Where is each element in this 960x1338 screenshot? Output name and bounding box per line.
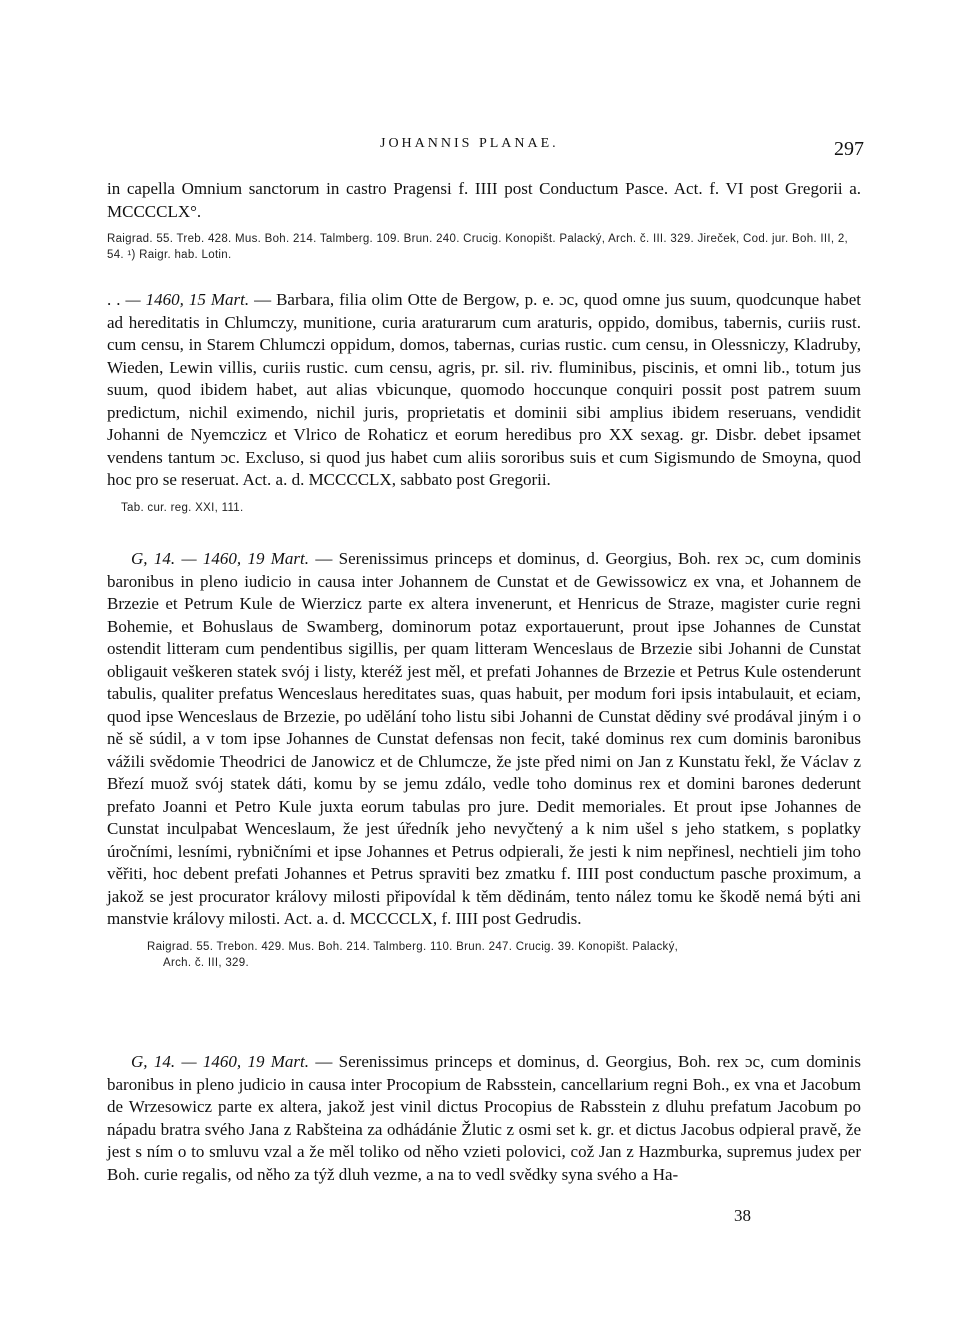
entry-2-body: — Serenissimus princeps et dominus, d. Georgius, Boh. rex ɔc, cum dominis baronibus in pleno iudicio in causa inter Johannem de Cunstat et de Gewissowicz ex vna, et Johannem de Brzezie et Petrum Kule de Wierzicz parte ex altera invenerunt, et Henricus de Straze, magister curie regni Bohemie, et Bohuslaus de Swamberg, dominorum potaz exportauerunt, prout ipse Johannes de Cunstat ostendit litteram cum pendentibus sigillis, per quam litteram Wenceslaus de Brzezie sibi Johanni de Cunstat obligauit veškeren statek svój i listy, kteréž jest měl, et prefati Johannes de Brzezie et Petrus Kule ostenderunt tabulis, qualiter prefatus Wenceslaus hereditates suas, quas habuit, per modum fori ipsis intabulauit, et eciam, quod ipse Wenceslaus de Brzezie, po udělání toho listu sibi Johanni de Cunstat dědiny své prodával jiným i o ně sě súdil, a v tom ipse Johannes de Cunstat defensas non fecit, také dominus rex cum dominis baronibus vážili svědomie Theodrici de Janowicz et de Chlumcze, že jste před nimi on Jan z Kunstatu řekl, že Václav z Březí muož svój statek dáti, komu by se jemu zdálo, vedle toho dominus rex et domini barones dederunt prefato Joanni et Petro Kule juxta eorum tabulas pro jure. Dedit memoriales. Et prout ipse Johannes de Cunstat inculpabat Wenceslaum, že jest úředník jeho nevyčtený a k nim ušel s jeho statkem, s poplatky úročními, lesními, rybničními et ipse Johannes et Petrus odpierali, že jesti k nim nepřinesl, nechtieli jim toho věřiti, hoc debent prefati Johannes et Petrus spraviti bez zmatku f. IIII post conductum pasche proximum, a jakož se jest procurator královy milosti připovídal k těm dědinám, tento nález tomu ke škodě nemá býti ani manstvie královy milosti. Act. a. d. MCCCCLX, f. IIII post Gedrudis.	[107, 549, 862, 928]
entry-1-source: Tab. cur. reg. XXI, 111.	[121, 501, 244, 514]
entry-1460-19-mart-a	[107, 548, 861, 971]
entry-3-date: — 1460, 19 Mart.	[181, 1052, 310, 1071]
entry-2-date: — 1460, 19 Mart.	[181, 549, 310, 568]
entry-3-body: — Serenissimus princeps et dominus, d. Georgius, Boh. rex ɔc, cum dominis baronibus in pleno judicio in causa inter Procopium de Rabsstein, cancellarium regni Boh., ex vna et Jacobum de Wrzesowicz parte ex altera, jakož jest vinil dictus Procopius de Rabsstein z dluhu prefatum Jacobum po nápadu bratra svého Jana z Rabšteina za odhádánie Žlutic z osmi set k. gr. et dictus Jacobus odpieral pravě, že jest s ním o to smluvu vzal a že měl toliko od něho vzieti polovici, což Jan z Hazmburka, supremus judex per Boh. curie regalis, od něho za týž dluh vezme, a na to vedl svědky syna svého a Ha-	[107, 1052, 862, 1184]
entry-2-lead: G, 14.	[131, 549, 176, 568]
entry-1-body: — Barbara, filia olim Otte de Bergow, p. e. ɔc, quod omne jus suum, quodcunque habet ad hereditatis in Chlumczy, munitione, curia araturarum cum araturis, oppido, domibus, tabernis, curiis rust. cum censu, in Starem Chlumczi oppidum, domos, tabernas, curias rustic. cum censu, in Olessniczy, Kladruby, Wieden, Lewin villis, curiis rustic. cum censu, agris, pr. sil. riv. fluminibus, piscinis, et omni lib., totum jus suum, quod ibidem habet, aut alias vbicunque, quomodo hoccunque conquiri possit post patrem suum predictum, nichil eximendo, nichil juris, proprietatis et dominii sibi amplius ibidem reseruans, vendidit Johanni de Nyemczicz et Vlrico de Rohaticz et eorum heredibus pro XX sexag. gr. Disbr. debet ipsamet vendens tantum ɔc. Excluso, si quod jus habet cum aliis sororibus suis et cum Sigismundo de Smoyna, quod hoc pro se reseruat. Act. a. d. MCCCCLX, sabbato post Gregorii.	[107, 290, 862, 489]
entry-continuation-text: in capella Omnium sanctorum in castro Pragensi f. IIII post Conductum Pasce. Act. f. VI post Gregorii a. MCCCCLX°.	[107, 179, 861, 221]
signature-mark: 38	[734, 1206, 751, 1225]
entry-3-lead: G, 14.	[131, 1052, 176, 1071]
entry-1460-19-mart-b	[107, 1051, 861, 1186]
entry-1460-15-mart	[107, 289, 861, 516]
entry-continuation-source: Raigrad. 55. Treb. 428. Mus. Boh. 214. Talmberg. 109. Brun. 240. Crucig. Konopišt. Palacký, Arch. č. III. 329. Jireček, Cod. jur. Boh. III, 2, 54. ¹) Raigr. hab. Lotin.	[107, 233, 849, 261]
entry-2-source-line2: Arch. č. III, 329.	[163, 956, 249, 969]
entry-continuation	[107, 178, 861, 263]
running-title: JOHANNIS PLANAE.	[380, 136, 559, 151]
entry-2-source	[107, 939, 861, 971]
page-number: 297	[834, 138, 864, 160]
entry-1-date: — 1460, 15 Mart.	[125, 290, 250, 309]
entry-2-source-line1: Raigrad. 55. Trebon. 429. Mus. Boh. 214. Talmberg. 110. Brun. 247. Crucig. 39. Konopišt. Palacký,	[147, 940, 679, 953]
entry-1-lead: . .	[107, 290, 121, 309]
entry-3-text	[107, 1051, 861, 1186]
entry-1-text	[107, 289, 861, 492]
entry-2-text	[107, 548, 861, 931]
